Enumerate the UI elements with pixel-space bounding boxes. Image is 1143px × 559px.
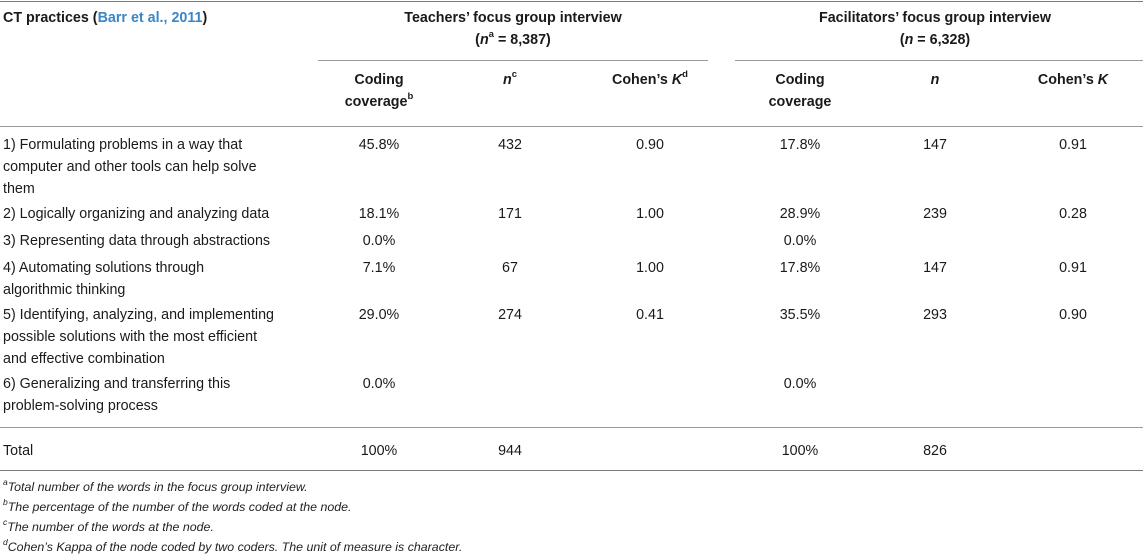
table-cell: 0.0%	[783, 376, 817, 392]
table-cell: 29.0%	[358, 307, 400, 323]
table-cell: 17.8%	[779, 260, 821, 276]
table-cell: 0.0%	[362, 233, 396, 249]
table-cell: 1.00	[636, 206, 664, 222]
table-cell: 147	[923, 137, 947, 153]
group-header-facilitators: Facilitators’ focus group interview (n = 6,328)	[819, 10, 1051, 48]
subheader-facilitators-coverage: Coding coverage	[768, 72, 832, 110]
total-teachers-n: 944	[498, 443, 522, 459]
subheader-facilitators-kappa: Cohen’s K	[1037, 72, 1109, 88]
table-cell: 171	[498, 206, 522, 222]
footnote-d: $^d$Cohen’s Kappa of the node coded by two coders. The unit of measure is character.	[3, 536, 463, 554]
table-cell: 35.5%	[779, 307, 821, 323]
table-cell: 28.9%	[779, 206, 821, 222]
total-teachers-coverage: 100%	[360, 443, 398, 459]
table-cell: 432	[498, 137, 522, 153]
table-row-label: 1) Formulating problems in a way that computer and other tools can help solve them	[3, 137, 257, 197]
table-cell: 0.0%	[783, 233, 817, 249]
group-rule-facilitators	[735, 60, 1143, 61]
table-cell: 0.90	[636, 137, 664, 153]
header-bottom-rule	[0, 126, 1143, 127]
subheader-teachers-kappa: Cohen’s $K^d$	[612, 69, 688, 88]
group-header-teachers: Teachers’ focus group interview $(n^a = 8,387)$	[404, 10, 622, 48]
table-row-label: 3) Representing data through abstractions	[3, 233, 271, 249]
total-top-rule	[0, 427, 1143, 428]
table-cell: 239	[923, 206, 947, 222]
table-cell: 17.8%	[779, 137, 821, 153]
total-facilitators-n: 826	[923, 443, 947, 459]
table-cell: 7.1%	[362, 260, 396, 276]
table-row-label: 2) Logically organizing and analyzing data	[3, 206, 270, 222]
table-top-rule	[0, 1, 1143, 2]
table-row-label: 4) Automating solutions through algorithmic thinking	[3, 260, 205, 298]
table-cell: 293	[923, 307, 947, 323]
subheader-facilitators-n: n	[930, 72, 940, 88]
table-cell: 67	[502, 260, 518, 276]
table-cell: 45.8%	[358, 137, 400, 153]
table-row-label: 5) Identifying, analyzing, and implementing possible solutions with the most efficient and effective combination	[3, 307, 275, 367]
table-cell: 0.41	[636, 307, 664, 323]
subheader-teachers-coverage: Coding coverage$^b$	[344, 72, 414, 110]
table-cell: 147	[923, 260, 947, 276]
table-cell: 0.90	[1059, 307, 1087, 323]
table-cell: 274	[498, 307, 522, 323]
table-cell: 0.91	[1059, 260, 1087, 276]
col-header-ct-practices: CT practices (Barr et al., 2011)	[3, 10, 208, 26]
footnote-b: $^b$The percentage of the number of the words coded at the node.	[3, 496, 352, 514]
total-facilitators-coverage: 100%	[781, 443, 819, 459]
table-bottom-rule	[0, 470, 1143, 471]
table-row-label: 6) Generalizing and transferring this problem-solving process	[3, 376, 231, 414]
subheader-teachers-n: $n^c$	[502, 69, 518, 88]
footnote-a: $^a$Total number of the words in the focus group interview.	[3, 476, 308, 494]
citation-link[interactable]: Barr et al., 2011	[97, 10, 203, 26]
table-cell: 0.91	[1059, 137, 1087, 153]
total-label: Total	[3, 443, 34, 459]
table-cell: 0.0%	[362, 376, 396, 392]
table-cell: 18.1%	[358, 206, 400, 222]
footnote-c: $^c$The number of the words at the node.	[3, 516, 214, 534]
table-cell: 1.00	[636, 260, 664, 276]
group-rule-teachers	[318, 60, 708, 61]
table-cell: 0.28	[1059, 206, 1087, 222]
